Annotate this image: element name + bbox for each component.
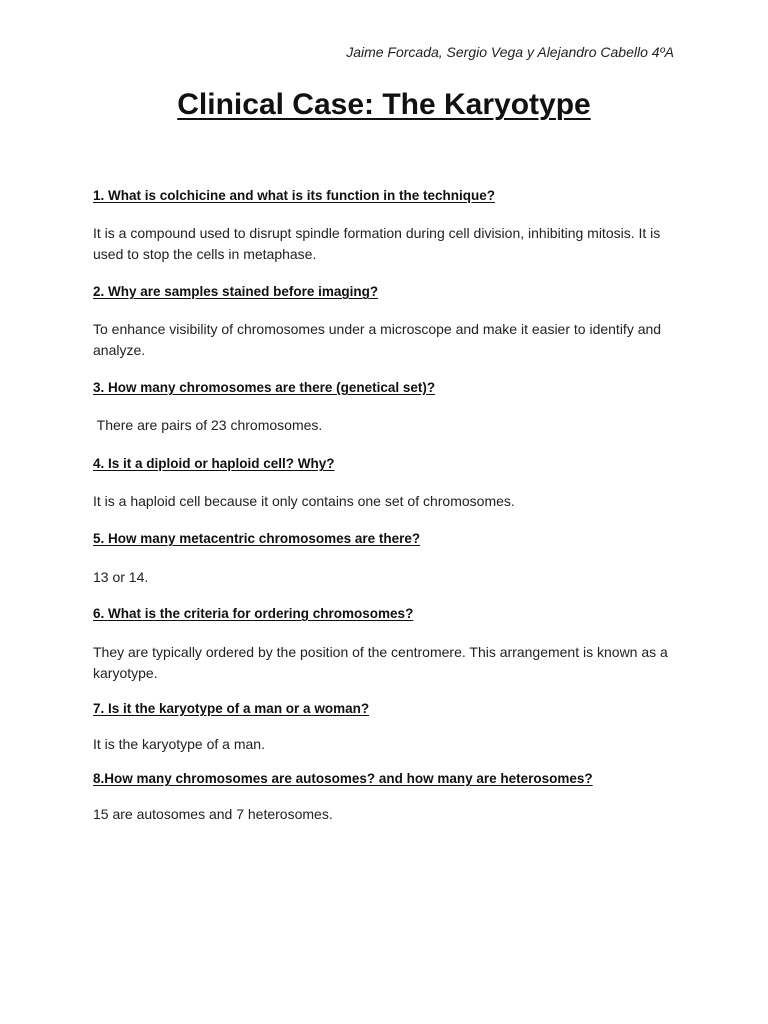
qa-item-6 (93, 604, 683, 684)
question-7: 7. Is it the karyotype of a man or a woman? (93, 701, 370, 716)
authors-line: Jaime Forcada, Sergio Vega y Alejandro Cabello 4ºA (346, 44, 674, 60)
question-2: 2. Why are samples stained before imaging? (93, 284, 379, 299)
qa-item-4 (93, 454, 683, 512)
answer-7: It is the karyotype of a man. (93, 736, 265, 752)
question-6: 6. What is the criteria for ordering chromosomes? (93, 606, 414, 621)
answer-5: 13 or 14. (93, 569, 149, 585)
qa-item-7 (93, 699, 683, 755)
qa-item-1 (93, 186, 683, 265)
question-3: 3. How many chromosomes are there (genetical set)? (93, 380, 436, 395)
answer-6: They are typically ordered by the position of the centromere. This arrangement is known as a karyotype. (93, 644, 668, 681)
question-5: 5. How many metacentric chromosomes are there? (93, 531, 421, 546)
answer-3: There are pairs of 23 chromosomes. (93, 417, 323, 433)
qa-item-5 (93, 529, 683, 588)
answer-4: It is a haploid cell because it only contains one set of chromosomes. (93, 493, 515, 509)
document-title: Clinical Case: The Karyotype (177, 88, 591, 121)
answer-8: 15 are autosomes and 7 heterosomes. (93, 806, 333, 822)
answer-1: It is a compound used to disrupt spindle formation during cell division, inhibiting mitosis. It is used to stop the cells in metaphase. (93, 225, 661, 262)
qa-item-2 (93, 282, 683, 361)
question-4: 4. Is it a diploid or haploid cell? Why? (93, 456, 335, 471)
qa-item-8 (93, 769, 683, 825)
question-1: 1. What is colchicine and what is its function in the technique? (93, 188, 496, 203)
qa-item-3 (93, 378, 683, 436)
answer-2: To enhance visibility of chromosomes under a microscope and make it easier to identify and analyze. (93, 321, 662, 358)
question-8: 8.How many chromosomes are autosomes? and how many are heterosomes? (93, 771, 593, 786)
